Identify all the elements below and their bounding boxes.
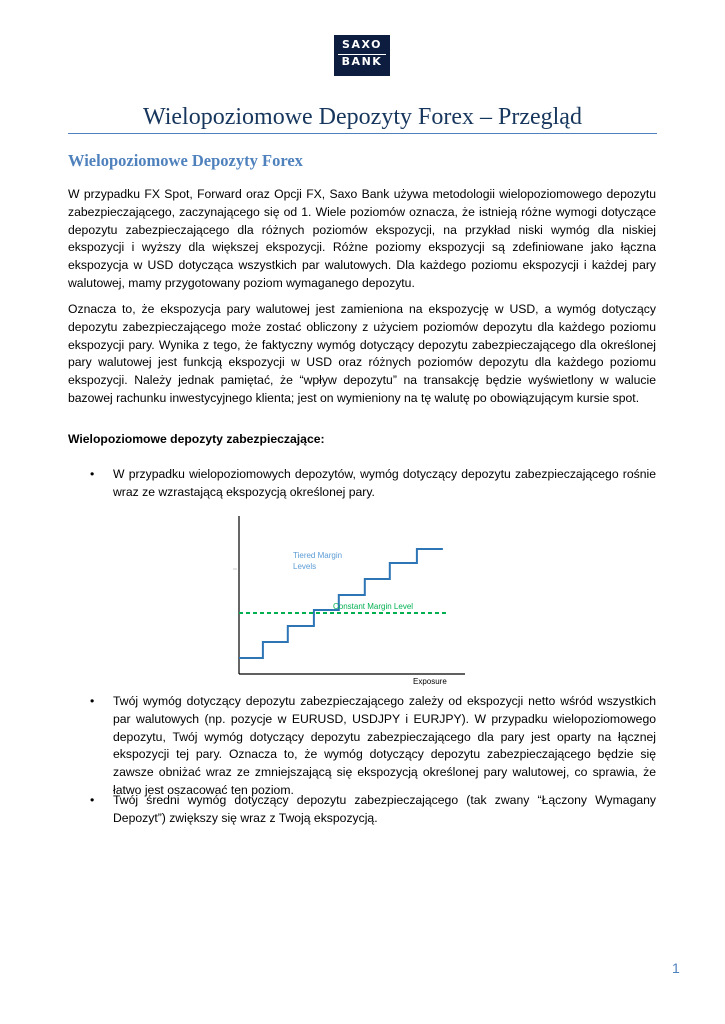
title-divider (68, 133, 657, 134)
bullet-item-1: W przypadku wielopoziomowych depozytów, wymóg dotyczący depozytu zabezpieczającego rośnie wraz ze wzrastającą ekspozycją określonej pary. (113, 467, 656, 499)
paragraph-2: Oznacza to, że ekspozycja pary walutowej jest zamieniona na ekspozycję w USD, a wymóg dotyczący depozytu zabezpieczającego może zostać obliczony z użyciem poziomów depozytu dla każdego poziomu ekspozycji pary. Wynika z tego, że faktyczny wymóg dotyczący depozytu zabezpieczającego dla określonej pary walutowej jest funkcją ekspozycji w USD oraz różnych poziomów depozytu dla każdego poziomu ekspozycji. Należy jednak pamiętać, że “wpływ depozytu” na transakcję będzie wyświetlony w walucie bazowej rachunku inwestycyjnego klienta; jest on wymieniony na tę walutę po obowiązującym kursie spot. (68, 302, 656, 405)
page-number: 1 (672, 960, 680, 976)
bullet-item-3: Twój średni wymóg dotyczący depozytu zabezpieczającego (tak zwany “Łączony Wymagany Depozyt”) zwiększy się wraz z Twoją ekspozycją. (113, 793, 656, 825)
subheading: Wielopoziomowe depozyty zabezpieczające: (68, 432, 325, 446)
tiered-margin-chart (225, 512, 475, 690)
tiered-margin-label-2: Levels (293, 562, 317, 571)
paragraph-1: W przypadku FX Spot, Forward oraz Opcji FX, Saxo Bank używa metodologii wielopoziomowego depozytu zabezpieczającego, zaczynającego się od 1. Wiele poziomów oznacza, że istnieją różne wymogi dotyczące depozytu zabezpieczającego dla różnych poziomów ekspozycji, na przykład niski wymóg dla niskiej ekspozycji i wyższy dla większej ekspozycji. Różne poziomy ekspozycji są zdefiniowane jako łączna ekspozycja w USD dotycząca wszystkich par walutowych. Dla każdego poziomu ekspozycji i każdej pary walutowej, mamy przygotowany poziom wymaganego depozytu. (68, 187, 656, 290)
constant-margin-label: Constant Margin Level (333, 602, 414, 611)
x-axis-label: Exposure (413, 677, 447, 686)
bullet-marker-3: • (90, 793, 95, 807)
bullet-marker-2: • (90, 694, 95, 708)
bullet-item-2: Twój wymóg dotyczący depozytu zabezpieczającego zależy od ekspozycji netto wśród wszystkich par walutowych (np. pozycje w EURUSD, USDJPY i EURJPY). W przypadku wielopoziomowego depozytu, Twój wymóg dotyczący depozytu zabezpieczającego dla pary jest oparty na łącznej ekspozycji tej pary. Oznacza to, że wymóg dotyczący depozytu zabezpieczającego będzie się zawsze obniżać wraz ze zmniejszającą się ekspozycją określonej pary walutowej, co sprawia, że łatwo jest oszacować ten poziom. (113, 694, 656, 797)
page-title: Wielopoziomowe Depozyty Forex – Przegląd (143, 104, 582, 130)
tiered-margin-label-1: Tiered Margin (293, 551, 343, 560)
logo-line-2: BANK (341, 55, 383, 68)
logo-line-1: SAXO (342, 38, 382, 51)
bullet-marker-1: • (90, 467, 95, 481)
section-heading: Wielopoziomowe Depozyty Forex (68, 151, 303, 170)
saxo-bank-logo (334, 35, 390, 76)
